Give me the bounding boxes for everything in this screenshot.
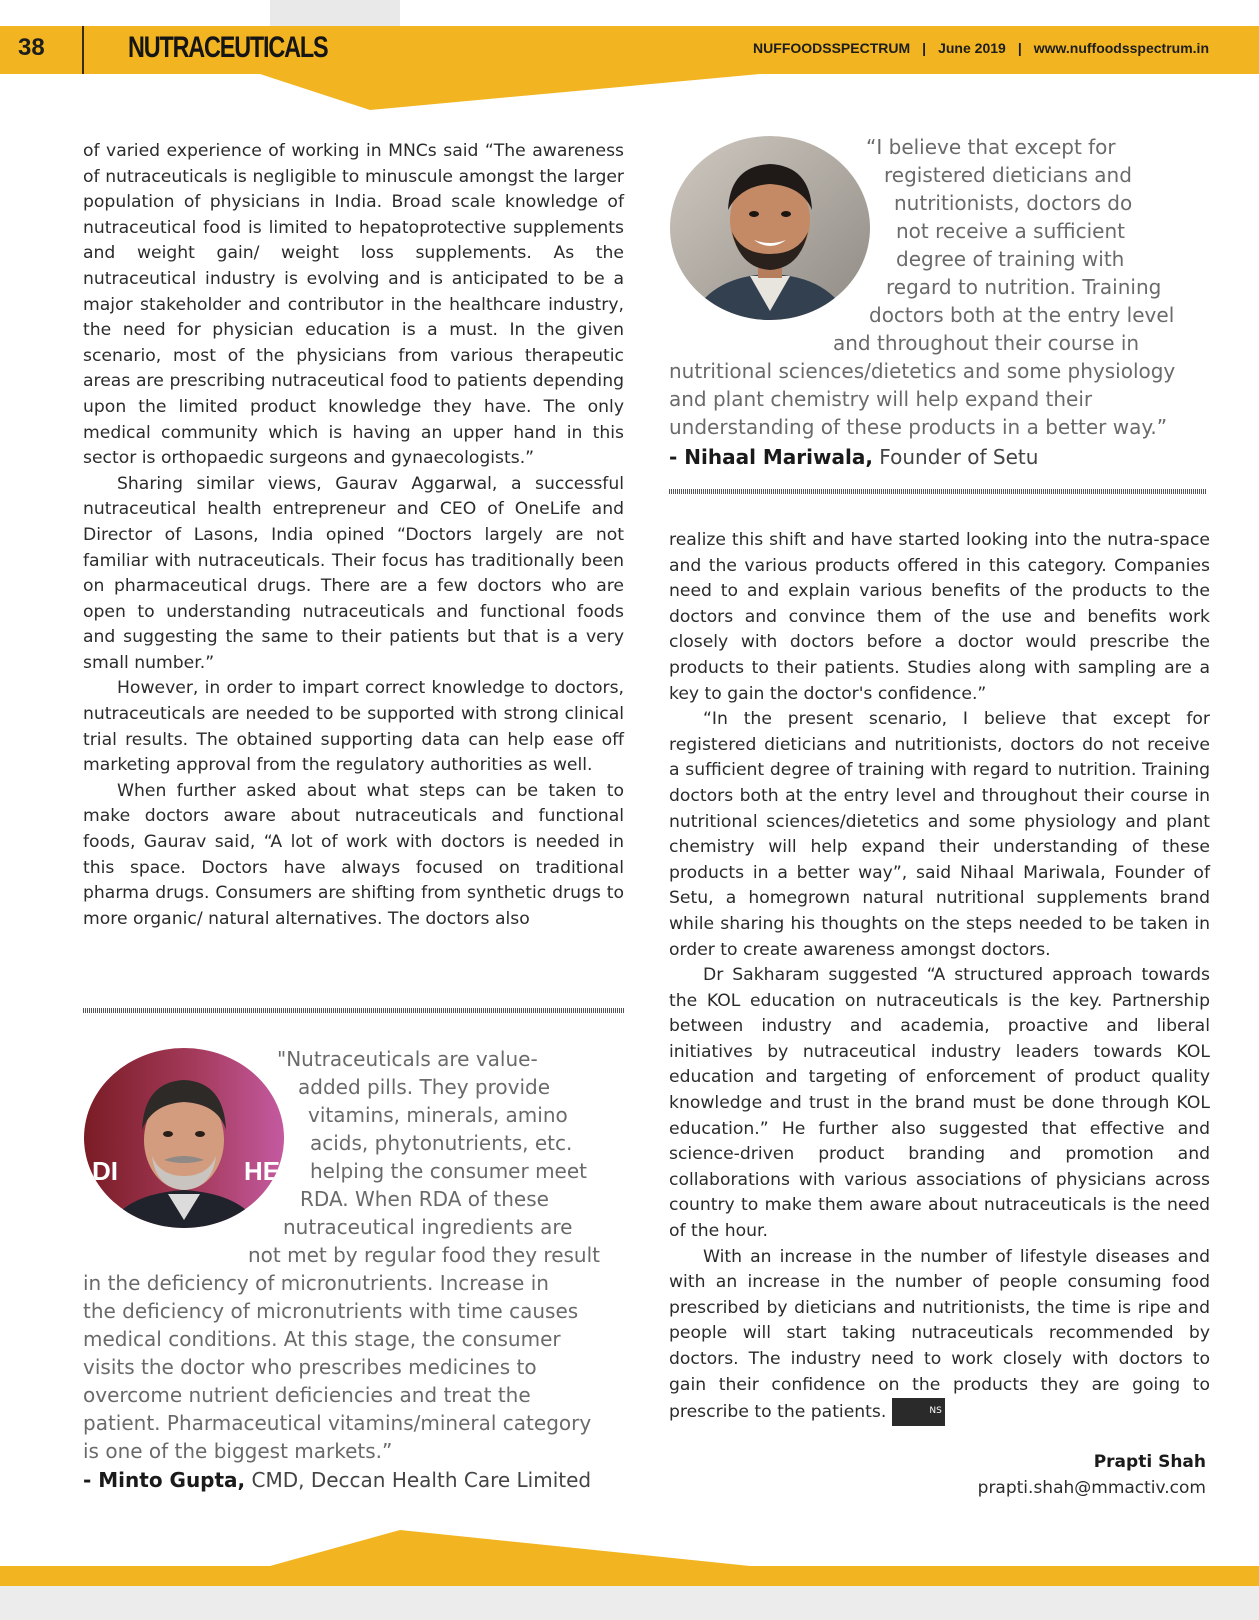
portrait-photo [670, 136, 870, 320]
header-gap [270, 0, 400, 26]
paragraph: When further asked about what steps can be taken to make doctors aware about nutraceuticals and functional foods, Gaurav said, “A lot of work with doctors is needed in this space. Doctors have always focused on traditional pharma drugs. Consumers are shifting from synthetic drugs to more organic/ natural alternatives. The doctors also [83, 780, 624, 929]
publication-name: NUFFOODSSPECTRUM [753, 40, 911, 56]
quote-line: degree of training with [896, 247, 1125, 271]
quote-line: added pills. They provide [298, 1075, 551, 1099]
divider-rule [83, 1008, 624, 1013]
paragraph: “In the present scenario, I believe that except for registered dieticians and nutritionists, doctors do not receive a sufficient degree of training with regard to nutrition. Training doctors both at the entry level and throughout their course in nutritional sciences/dietetics and some physiology and plant chemistry will help expand their understanding of these products in a better way”, said Nihaal Mariwala, Founder of Setu, a homegrown natural nutritional supplements brand while sharing his thoughts on the steps needed to be taken in order to create awareness amongst doctors. [669, 709, 1210, 960]
issue-date: June 2019 [938, 40, 1006, 56]
header-divider [82, 26, 84, 74]
quote-line: is one of the biggest markets.” [83, 1439, 393, 1463]
quote-line: "Nutraceuticals are value- [277, 1047, 538, 1071]
paragraph: of varied experience of working in MNCs said “The awareness of nutraceuticals is negligible to minuscule amongst the larger population of physicians in India. Broad scale knowledge of nutraceutical food is limited to hepatoprotective supplements and weight gain/ weight loss supplements. As the nutraceutical industry is evolving and is anticipated to be a major stakeholder and contributor in the healthcare industry, the need for physician education is a must. In the given scenario, most of the physicians from various therapeutic areas are prescribing nutraceutical food to patients depending upon the limited product knowledge they have. The only medical community which is having an upper hand in this sector is orthopaedic surgeons and gynaecologists.” [83, 141, 624, 469]
section-title: NUTRACEUTICALS [128, 31, 328, 64]
quote-line: understanding of these products in a better way.” [669, 415, 1168, 439]
quote-line: doctors both at the entry level [869, 303, 1175, 327]
paragraph-text: With an increase in the number of lifestyle diseases and with an increase in the number of people consuming food prescribed by dieticians and nutritionists, the time is ripe and people will start taking nutraceuticals recommended by doctors. The industry need to work closely with doctors to gain their confidence on the products they are going to prescribe to the patients. [669, 1246, 1210, 1422]
quote-line: visits the doctor who prescribes medicines to [83, 1355, 537, 1379]
quote-line: and throughout their course in [833, 331, 1140, 355]
quote-line: helping the consumer meet [310, 1159, 588, 1183]
footer-band [0, 1566, 1259, 1586]
paragraph: Dr Sakharam suggested “A structured approach towards the KOL education on nutraceuticals is the key. Partnership between industry and academia, proactive and liberal initiatives by nutraceutical industry leaders towards KOL education and targeting of enforcement of product quality knowledge and trust in the brand must be done through KOL education.” He further also suggested that effective and science-driven product branding and promotion and collaborations with various associations of physicians across country to make them aware about nutraceuticals is the need of the hour. [669, 965, 1210, 1242]
quote-line: not met by regular food they result [248, 1243, 601, 1267]
quote-line: patient. Pharmaceutical vitamins/mineral category [83, 1411, 592, 1435]
quote-line: RDA. When RDA of these [300, 1187, 549, 1211]
header-separator: | [922, 40, 927, 56]
quote-line: regard to nutrition. Training [886, 275, 1162, 299]
attribution-name: - Minto Gupta, [83, 1468, 246, 1492]
quote-line: the deficiency of micronutrients with time causes [83, 1299, 579, 1323]
backdrop-letters: HE [244, 1156, 281, 1186]
paragraph [669, 1245, 1210, 1426]
quote-line: in the deficiency of micronutrients. Increase in [83, 1271, 549, 1295]
quote-attribution [669, 445, 1038, 469]
quote-line: nutritionists, doctors do [894, 191, 1133, 215]
attribution-name: - Nihaal Mariwala, [669, 445, 873, 469]
quote-line: nutraceutical ingredients are [283, 1215, 573, 1239]
quote-line: registered dieticians and [884, 163, 1132, 187]
author-name: Prapti Shah [1093, 1452, 1206, 1472]
paragraph: Sharing similar views, Gaurav Aggarwal, a successful nutraceutical health entrepreneur and CEO of OneLife and Director of Lasons, India opined “Doctors largely are not familiar with nutraceuticals. Their focus has traditionally been on pharmaceutical drugs. There are a few doctors who are open to understanding nutraceuticals and functional foods and suggesting the same to their patients but that is a very small number.” [83, 473, 624, 673]
quote-line: medical conditions. At this stage, the consumer [83, 1327, 561, 1351]
end-mark-icon: NS [892, 1398, 944, 1426]
website-link[interactable]: www.nuffoodsspectrum.in [1033, 40, 1209, 56]
quote-line: and plant chemistry will help expand their [669, 387, 1093, 411]
footer-chevron [270, 1530, 750, 1566]
divider-rule [669, 489, 1207, 494]
quote-line: not receive a sufficient [896, 219, 1125, 243]
attribution-role: Founder of Setu [872, 445, 1039, 469]
footer-margin [0, 1586, 1259, 1620]
quote-line: acids, phytonutrients, etc. [310, 1131, 573, 1155]
right-column [669, 528, 1210, 1426]
attribution-role: CMD, Deccan Health Care Limited [245, 1468, 592, 1492]
header-chevron [260, 74, 760, 110]
quote-line: overcome nutrient deficiencies and treat the [83, 1383, 531, 1407]
quote-line: “I believe that except for [866, 135, 1116, 159]
page-number: 38 [18, 34, 45, 61]
portrait-photo [84, 1048, 284, 1228]
quote-attribution [83, 1468, 591, 1492]
paragraph: However, in order to impart correct knowledge to doctors, nutraceuticals are needed to be supported with strong clinical trial results. The obtained supporting data can help ease off marketing approval from the regulatory authorities as well. [83, 678, 624, 776]
backdrop-letters: DI [92, 1156, 118, 1186]
quote-line: vitamins, minerals, amino [308, 1103, 568, 1127]
paragraph: realize this shift and have started looking into the nutra-space and the various products offered in this category. Companies need to and explain various benefits of the products to the doctors and convince them of the use and benefits work closely with doctors before a doctor would prescribe the products to their patients. Studies along with sampling are a key to gain the doctor's confidence.” [669, 530, 1210, 704]
header-separator: | [1017, 40, 1022, 56]
author-email[interactable]: prapti.shah@mmactiv.com [977, 1478, 1206, 1498]
quote-line: nutritional sciences/dietetics and some physiology [669, 359, 1176, 383]
left-column [83, 139, 624, 932]
header-meta [753, 40, 1209, 56]
